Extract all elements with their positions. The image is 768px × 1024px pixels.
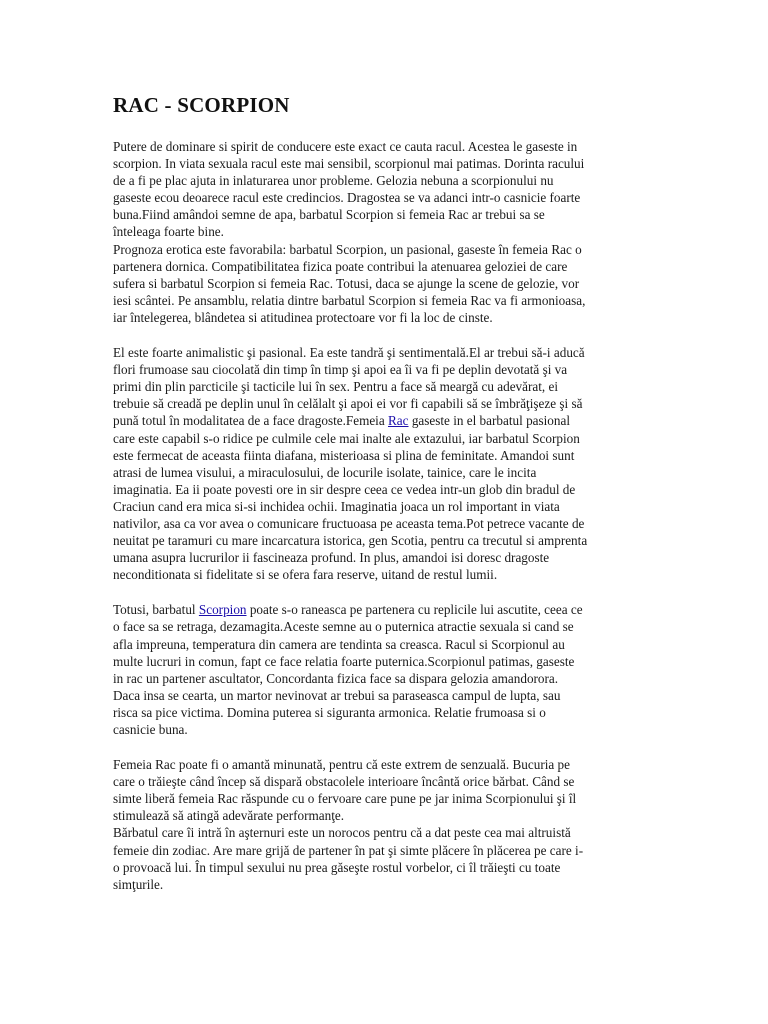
text-segment: buna.Fiind amândoi semne de apa, barbatul Scorpion si femeia Rac ar trebui sa se — [113, 207, 545, 223]
text-line — [113, 601, 659, 618]
text-line — [113, 756, 659, 773]
text-line — [113, 515, 659, 532]
text-segment: gaseste ecou deoarece racul este credincios. Dragostea se va adanci intr-o casnicie foarte — [113, 190, 581, 206]
text-line — [113, 447, 659, 464]
text-line — [113, 721, 659, 738]
text-segment: primi din plin parcticile şi tacticile lui în sex. Pentru a face să meargă cu adevărat, ei — [113, 379, 559, 395]
text-segment: scorpion. In viata sexuala racul este mai sensibil, scorpionul mai patimas. Dorinta racului — [113, 156, 585, 172]
text-segment: o provoacă lui. În timpul sexului nu prea găseşte rostul vorbelor, ci îl trăieşti cu toate — [113, 859, 561, 875]
text-line — [113, 275, 659, 292]
text-segment: Prognoza erotica este favorabila: barbatul Scorpion, un pasional, gaseste în femeia Rac o — [113, 241, 582, 257]
text-line — [113, 532, 659, 549]
paragraph — [113, 601, 659, 738]
paragraph — [113, 344, 659, 583]
text-segment: este fermecat de aceasta fiinta diafana, misterioasa si plina de feminitate. Amandoi sunt — [113, 447, 575, 463]
text-line — [113, 241, 659, 258]
text-line — [113, 223, 659, 240]
text-line — [113, 670, 659, 687]
link-rac[interactable]: Rac — [388, 413, 409, 429]
text-line — [113, 876, 659, 893]
text-line — [113, 481, 659, 498]
text-segment: nativilor, asa ca vor avea o comunicare fructuoasa pe aceasta tema.Pot petrece vacante de — [113, 515, 585, 531]
text-segment: trebuie să creadă pe deplin unul în celălalt şi apoi ei vor fi capabili să se îmbrăţişeze şi să — [113, 396, 583, 412]
text-line — [113, 636, 659, 653]
text-segment: înteleaga foarte bine. — [113, 224, 224, 240]
text-segment: Daca insa se cearta, un martor nevinovat ar trebui sa paraseasca campul de lupta, sau — [113, 687, 561, 703]
text-segment: multe lucruri in comun, fapt ce face relatia foarte puternica.Scorpionul patimas, gaseste — [113, 653, 575, 669]
text-line — [113, 653, 659, 670]
text-segment: Putere de dominare si spirit de conducere este exact ce cauta racul. Acestea le gaseste in — [113, 139, 578, 154]
text-segment: sufera si barbatul Scorpion si femeia Rac. Totusi, daca se ajunge la scene de gelozie, vor — [113, 275, 580, 291]
text-line — [113, 412, 659, 429]
text-segment: iar întelegerea, blândetea si atitudinea protectoare vor fi la loc de cinste. — [113, 309, 493, 325]
text-line — [113, 361, 659, 378]
text-segment: Craciun cand era mica si-si inchidea ochii. Imaginatia joaca un rol important in viata — [113, 498, 560, 514]
text-line — [113, 842, 659, 859]
text-segment: El este foarte animalistic şi pasional. Ea este tandră şi sentimentală.El ar trebui să-i aducă — [113, 345, 585, 361]
document-title: RAC - SCORPION — [113, 93, 290, 117]
text-segment: simţurile. — [113, 876, 164, 892]
text-segment: femeie din zodiac. Are mare grijă de partener în pat şi simte plăcere în plăcerea pe care i- — [113, 842, 584, 858]
text-segment: partenera dornica. Compatibilitatea fizica poate contribui la atenuarea geloziei de care — [113, 258, 568, 274]
link-scorpion[interactable]: Scorpion — [198, 602, 247, 618]
text-line — [113, 704, 659, 721]
paragraph — [113, 756, 659, 893]
text-segment: iesi scântei. Pe ansamblu, relatia dintre barbatul Scorpion si femeia Rac va fi armonioasa, — [113, 292, 586, 308]
text-line — [113, 549, 659, 566]
text-segment: o face sa se retraga, dezamagita.Aceste semne au o puternica atractie sexuala si cand se — [113, 619, 574, 635]
text-segment: Femeia Rac poate fi o amantă minunată, pentru că este extrem de senzuală. Bucuria pe — [113, 757, 570, 773]
text-line — [113, 309, 659, 326]
text-segment: pună totul în modalitatea de a face dragoste.Femeia — [113, 413, 388, 429]
paragraph — [113, 138, 659, 326]
text-line — [113, 395, 659, 412]
text-line — [113, 807, 659, 824]
text-segment: Totusi, barbatul — [113, 602, 199, 618]
text-segment: casnicie buna. — [113, 722, 188, 737]
text-segment: stimulează să atingă adevărate performanţe. — [113, 808, 345, 824]
text-segment: simte liberă femeia Rac răspunde cu o fervoare care pune pe jar inima Scorpionului şi îl — [113, 791, 577, 807]
text-segment: flori frumoase sau ciocolată din timp în timp şi apoi ea îi va fi pe deplin devotată şi va — [113, 362, 568, 378]
text-segment: de a fi pe plac ajuta in inlaturarea unor probleme. Gelozia nebuna a scorpionului nu — [113, 173, 554, 189]
text-segment: risca sa pice victima. Domina puterea si siguranta armonica. Relatie frumoasa si o — [113, 704, 546, 720]
text-segment: poate s-o raneasca pe partenera cu replicile lui ascutite, ceea ce — [246, 602, 583, 618]
text-segment: Bărbatul care îi intră în aşternuri este un norocos pentru că a dat peste cea mai altruistă — [113, 825, 571, 841]
text-line — [113, 155, 659, 172]
text-line — [113, 189, 659, 206]
text-line — [113, 859, 659, 876]
text-line — [113, 258, 659, 275]
text-line — [113, 430, 659, 447]
text-line — [113, 618, 659, 635]
text-line — [113, 824, 659, 841]
text-line — [113, 773, 659, 790]
paragraph-container — [113, 138, 659, 893]
text-line — [113, 378, 659, 395]
text-line — [113, 172, 659, 189]
text-line — [113, 138, 659, 155]
text-segment: afla impreuna, temperatura din camera are tendinta sa creasca. Racul si Scorpionul au — [113, 636, 565, 652]
text-segment: imaginatia. Ea ii poate povesti ore in sir despre ceea ce vedea intr-un glob din bradul de — [113, 481, 576, 497]
text-line — [113, 292, 659, 309]
text-segment: care este capabil s-o ridice pe culmile cele mai inalte ale extazului, iar barbatul Scorpion — [113, 430, 580, 446]
text-segment: neconditionata si fidelitate si se ofera fara reserve, uitand de restul lumii. — [113, 567, 498, 583]
text-line — [113, 206, 659, 223]
text-line — [113, 464, 659, 481]
text-line — [113, 790, 659, 807]
text-segment: care o trăieşte când încep să dispară obstacolele interioare încântă orice bărbat. Când se — [113, 774, 575, 790]
text-line — [113, 498, 659, 515]
text-segment: neuitat pe taramuri cu mare incarcatura istorica, gen Scotia, pentru ca trecutul si amprenta — [113, 533, 588, 549]
text-line — [113, 687, 659, 704]
text-line — [113, 566, 659, 583]
document-body — [113, 92, 659, 911]
text-segment: gaseste in el barbatul pasional — [408, 413, 571, 429]
text-segment: atrasi de lumea visului, a miraculosului, de locurile isolate, tainice, care le incita — [113, 464, 537, 480]
text-segment: in rac un partener ascultator, Concordanta fizica face sa dispara gelozia amandorora. — [113, 670, 559, 686]
text-line — [113, 344, 659, 361]
text-segment: umana asupra lucrurilor ii fascineaza profund. In plus, amandoi isi doresc dragoste — [113, 550, 550, 566]
